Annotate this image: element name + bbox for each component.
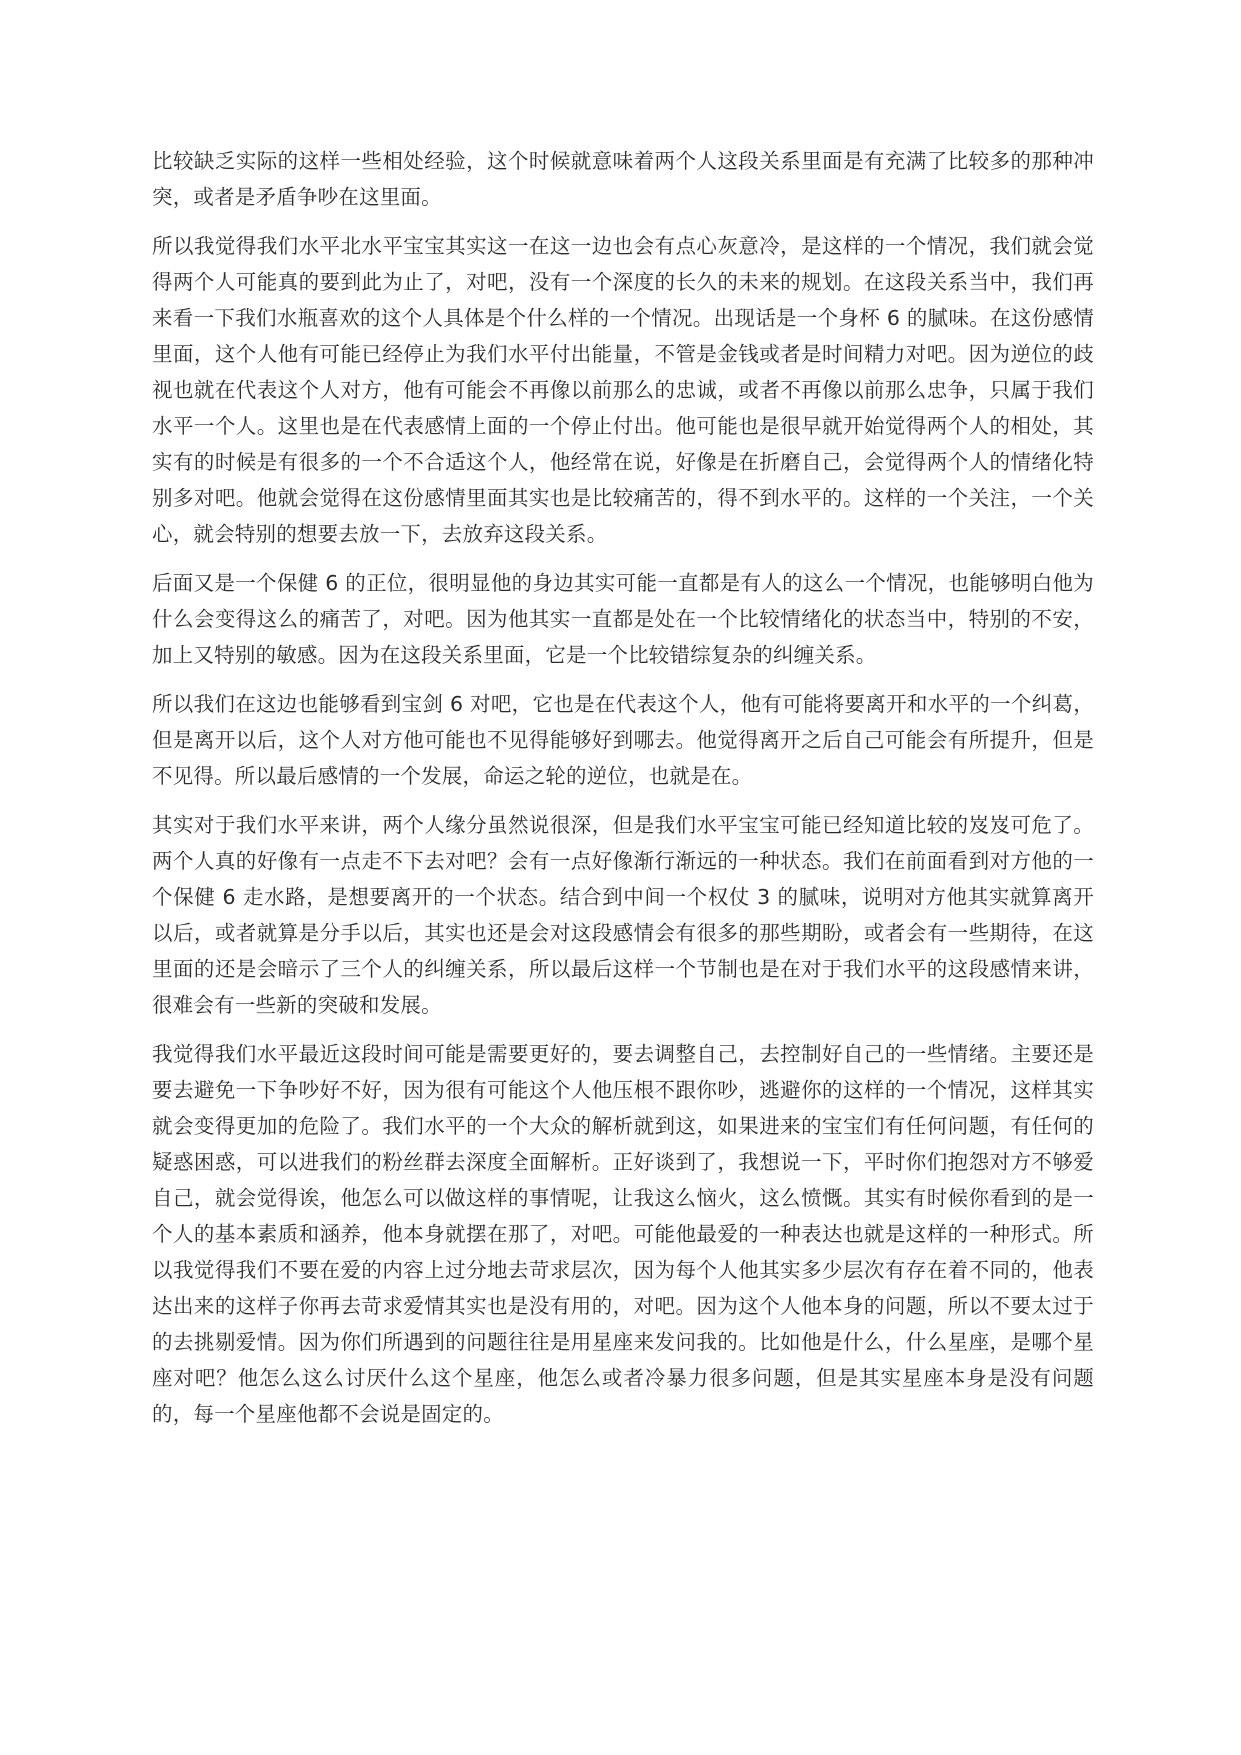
paragraph: 所以我们在这边也能够看到宝剑 6 对吧，它也是在代表这个人，他有可能将要离开和水平的一个纠葛，但是离开以后，这个人对方他可能也不见得能够好到哪去。他觉得离开之后自己可能会有所提升，但是不见得。所以最后感情的一个发展，命运之轮的逆位，也就是在。 — [152, 692, 1094, 788]
document-body — [152, 143, 1094, 1445]
paragraph: 后面又是一个保健 6 的正位，很明显他的身边其实可能一直都是有人的这么一个情况，也能够明白他为什么会变得这么的痛苦了，对吧。因为他其实一直都是处在一个比较情绪化的状态当中，特别的不安，加上又特别的敏感。因为在这段关系里面，它是一个比较错综复杂的纠缠关系。 — [152, 571, 1094, 667]
paragraph: 比较缺乏实际的这样一些相处经验，这个时候就意味着两个人这段关系里面是有充满了比较多的那种冲突，或者是矛盾争吵在这里面。 — [152, 149, 1094, 209]
paragraph: 我觉得我们水平最近这段时间可能是需要更好的，要去调整自己，去控制好自己的一些情绪。主要还是要去避免一下争吵好不好，因为很有可能这个人他压根不跟你吵，逃避你的这样的一个情况，这样其实就会变得更加的危险了。我们水平的一个大众的解析就到这，如果进来的宝宝们有任何问题，有任何的疑惑困惑，可以进我们的粉丝群去深度全面解析。正好谈到了，我想说一下，平时你们抱怨对方不够爱自己，就会觉得诶，他怎么可以做这样的事情呢，让我这么恼火，这么愤慨。其实有时候你看到的是一个人的基本素质和涵养，他本身就摆在那了，对吧。可能他最爱的一种表达也就是这样的一种形式。所以我觉得我们不要在爱的内容上过分地去苛求层次，因为每个人他其实多少层次有存在着不同的，他表达出来的这样子你再去苛求爱情其实也是没有用的，对吧。因为这个人他本身的问题，所以不要太过于的去挑剔爱情。因为你们所遇到的问题往往是用星座来发问我的。比如他是什么，什么星座，是哪个星座对吧？他怎么这么讨厌什么这个星座，他怎么或者冷暴力很多问题，但是其实星座本身是没有问题的，每一个星座他都不会说是固定的。 — [152, 1042, 1094, 1426]
paragraph: 所以我觉得我们水平北水平宝宝其实这一在这一边也会有点心灰意冷，是这样的一个情况，我们就会觉得两个人可能真的要到此为止了，对吧，没有一个深度的长久的未来的规划。在这段关系当中，我们再来看一下我们水瓶喜欢的这个人具体是个什么样的一个情况。出现话是一个身杯 6 的腻味。在这份感情里面，这个人他有可能已经停止为我们水平付出能量，不管是金钱或者是时间精力对吧。因为逆位的歧视也就在代表这个人对方，他有可能会不再像以前那么的忠诚，或者不再像以前那么忠争，只属于我们水平一个人。这里也是在代表感情上面的一个停止付出。他可能也是很早就开始觉得两个人的相处，其实有的时候是有很多的一个不合适这个人，他经常在说，好像是在折磨自己，会觉得两个人的情绪化特别多对吧。他就会觉得在这份感情里面其实也是比较痛苦的，得不到水平的。这样的一个关注，一个关心，就会特别的想要去放一下，去放弃这段关系。 — [152, 234, 1094, 546]
paragraph: 其实对于我们水平来讲，两个人缘分虽然说很深，但是我们水平宝宝可能已经知道比较的岌岌可危了。两个人真的好像有一点走不下去对吧？会有一点好像渐行渐远的一种状态。我们在前面看到对方他的一个保健 6 走水路，是想要离开的一个状态。结合到中间一个权仗 3 的腻味，说明对方他其实就算离开以后，或者就算是分手以后，其实也还是会对这段感情会有很多的那些期盼，或者会有一些期待，在这里面的还是会暗示了三个人的纠缠关系，所以最后这样一个节制也是在对于我们水平的这段感情来讲，很难会有一些新的突破和发展。 — [152, 813, 1094, 1017]
